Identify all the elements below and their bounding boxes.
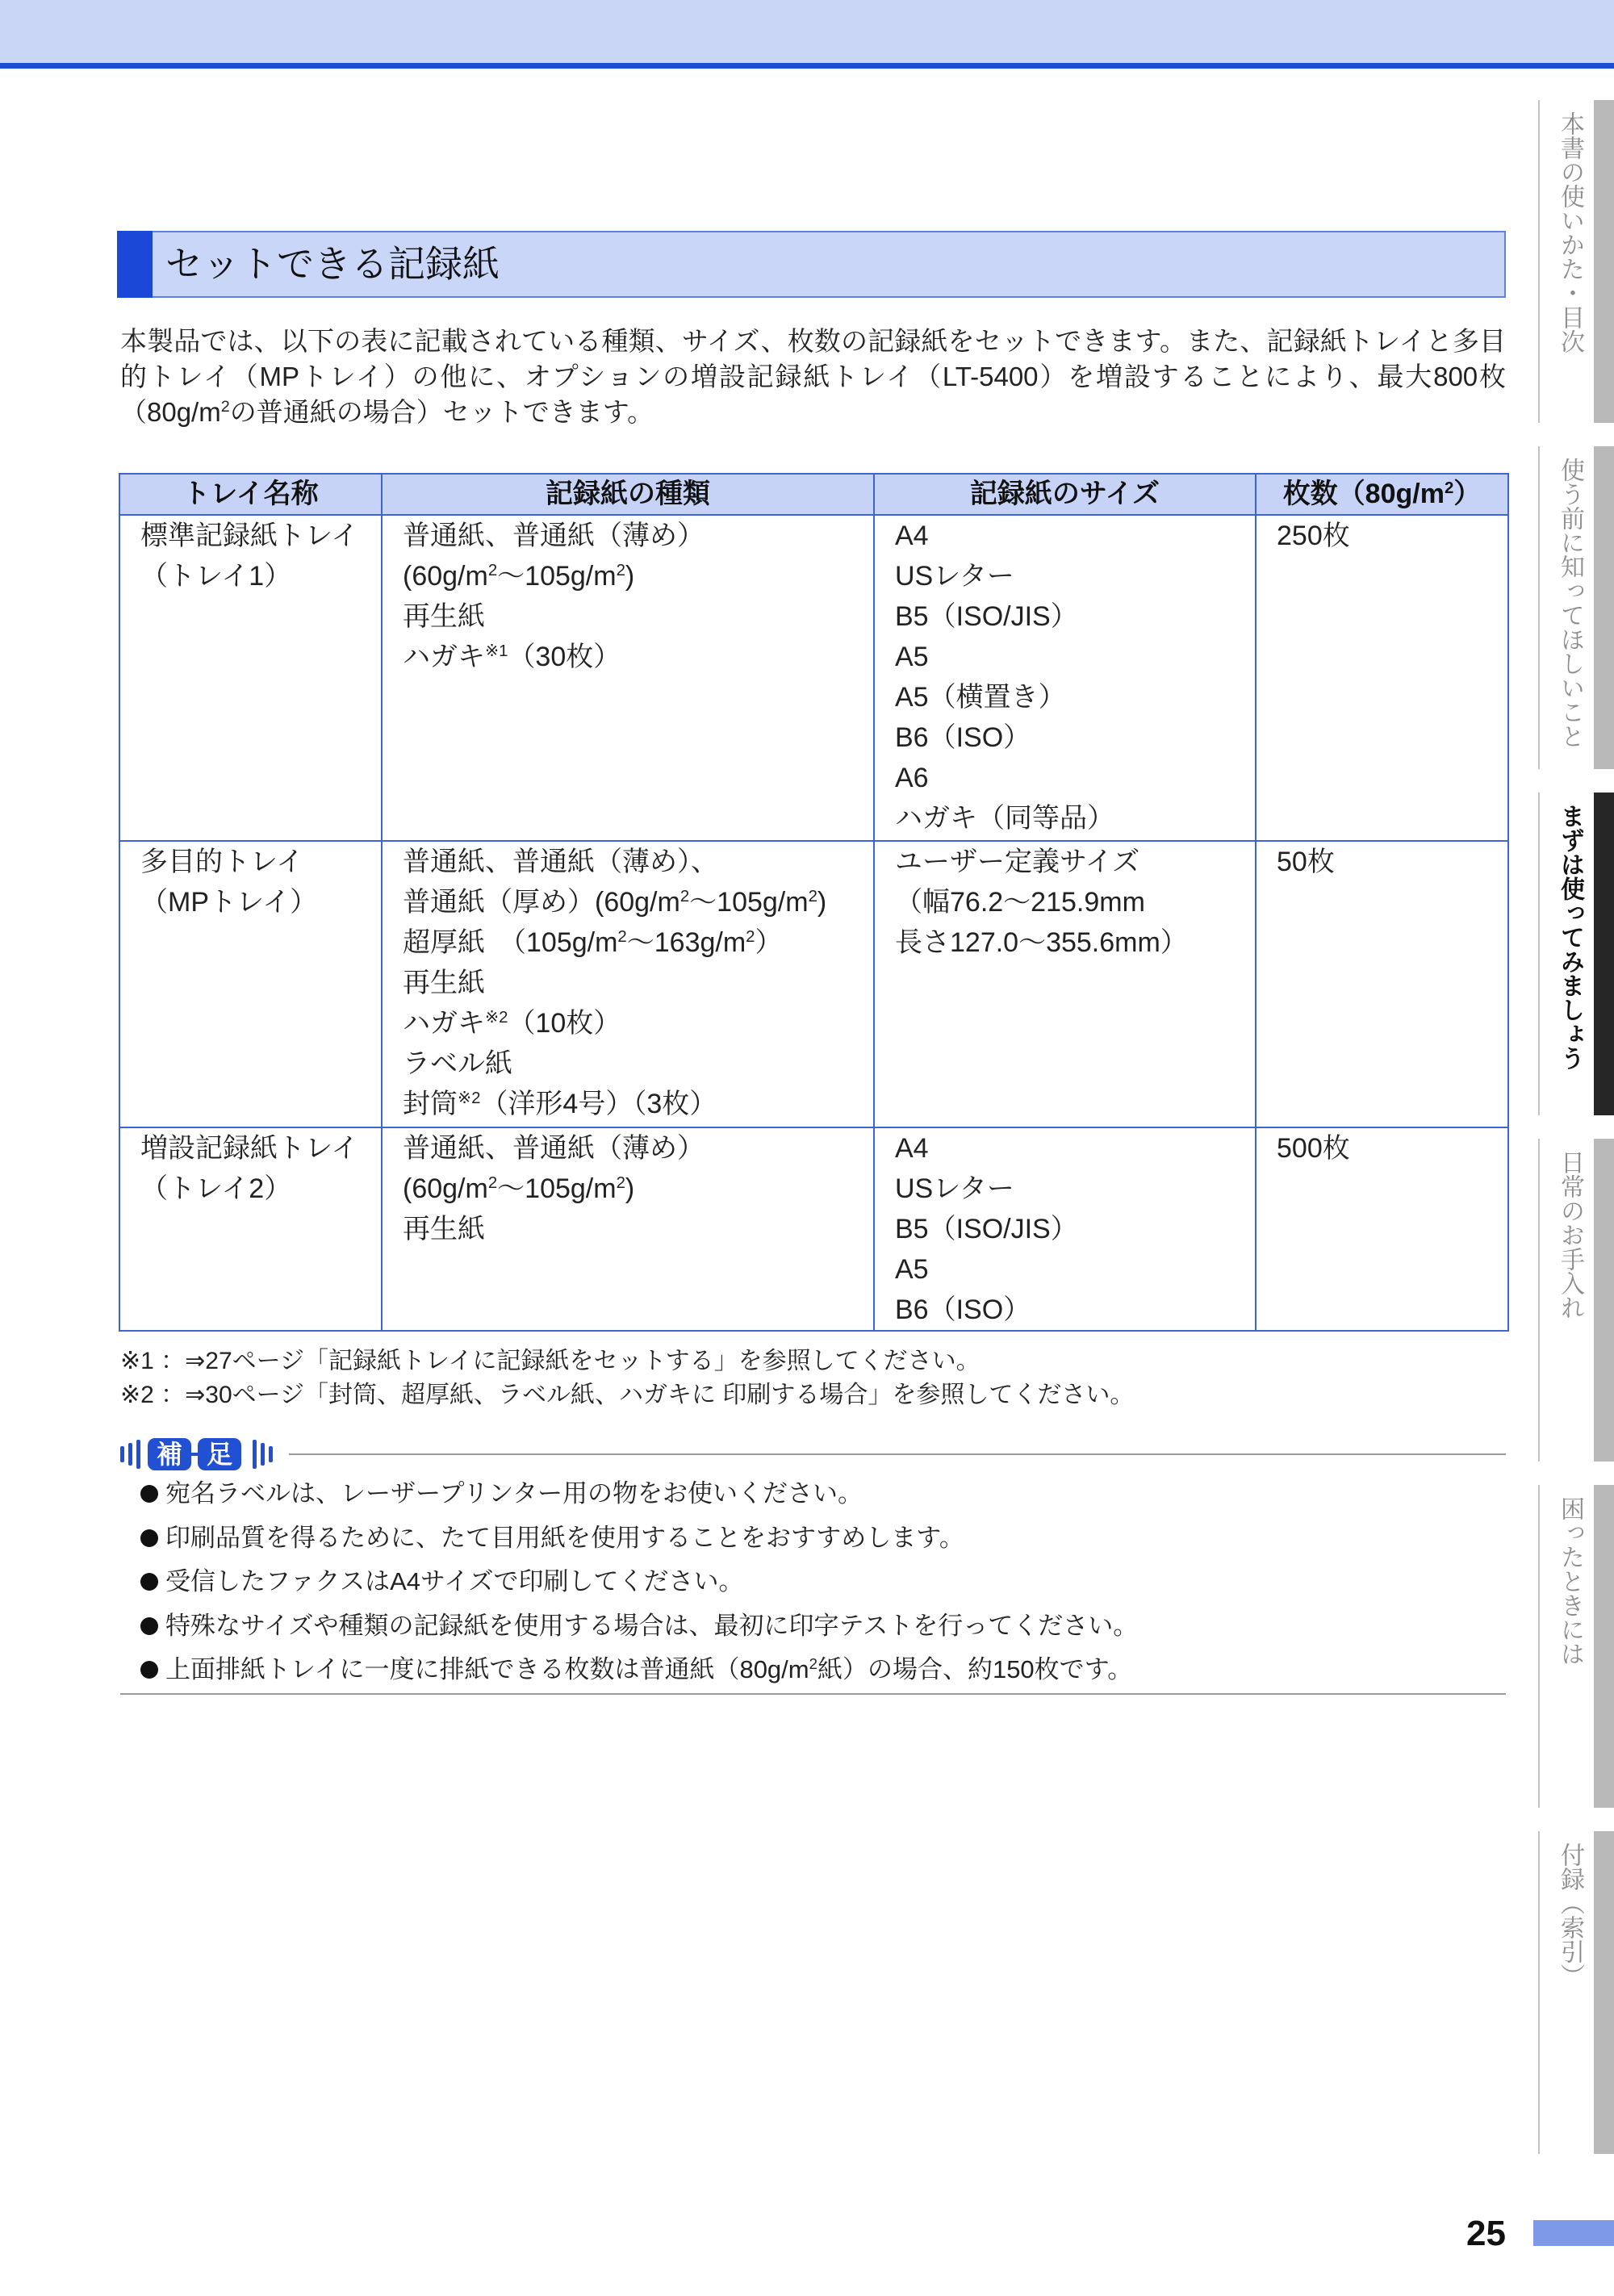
- side-tab-troubleshooting[interactable]: [1538, 1485, 1614, 1808]
- badge-bar: [120, 1446, 124, 1462]
- cell-line: [403, 882, 873, 922]
- cell-line: [140, 516, 381, 556]
- cell-line: [1277, 516, 1507, 556]
- text-segment: 本製品では、以下の表に記載されている種類、サイズ、枚数の記録紙をセットできます。また、記録紙トレイと多目的トレイ（MPトレイ）の他に、オプションの増設記録紙トレイ（LT-5400）を増設することにより、最大800枚（80g/m: [120, 326, 1506, 427]
- table-header-tray-name: [119, 474, 382, 515]
- note-badge: [120, 1438, 278, 1470]
- note-item-text: [165, 1655, 1132, 1683]
- text-segment: ): [625, 1173, 635, 1204]
- table-header-sheet-count: [1256, 474, 1508, 515]
- text-segment: 紙）の場合、約150枚です。: [817, 1655, 1133, 1683]
- cell-line: [403, 556, 873, 596]
- text-segment: ～163g/m: [626, 927, 746, 958]
- text-segment: 長さ127.0～355.6mm）: [895, 927, 1188, 958]
- cell-line: [1277, 1128, 1507, 1169]
- cell-line: [403, 1169, 873, 1209]
- table-header-paper-type: [382, 474, 874, 515]
- table-row: [119, 515, 1508, 841]
- bullet-icon: [140, 1529, 158, 1547]
- text-segment: A4: [895, 521, 929, 551]
- page-number-bar: [1533, 2220, 1614, 2246]
- text-segment: B6（ISO）: [895, 722, 1031, 753]
- cell-line: [895, 758, 1255, 798]
- badge-connector: [191, 1453, 198, 1456]
- side-tab-before-use[interactable]: [1538, 446, 1614, 769]
- superscript: 2: [679, 887, 690, 905]
- cell-line: [403, 516, 873, 556]
- text-segment: A4: [895, 1133, 929, 1164]
- intro-paragraph: [120, 324, 1506, 430]
- bullet-icon: [140, 1661, 158, 1679]
- table-body: [119, 515, 1508, 1331]
- text-segment: ～105g/m: [689, 887, 809, 918]
- side-tab-maintenance[interactable]: [1538, 1139, 1614, 1462]
- superscript: 2: [746, 927, 755, 946]
- text-segment: 宛名ラベルは、レーザープリンター用の物をお使いください。: [165, 1479, 863, 1508]
- text-segment: 標準記録紙トレイ: [140, 521, 359, 551]
- cell-line: [895, 677, 1255, 717]
- text-segment: 印刷品質を得るために、たて目用紙を使用することをおすすめします。: [165, 1523, 964, 1552]
- cell-line: [403, 1084, 873, 1124]
- text-segment: 超厚紙 （105g/m: [403, 927, 618, 958]
- text-segment: （10枚）: [508, 1008, 621, 1039]
- table-row: [119, 841, 1508, 1127]
- cell-line: [895, 842, 1255, 882]
- text-segment: 再生紙: [403, 1214, 485, 1244]
- cell-line: [895, 1249, 1255, 1290]
- superscript: 2: [487, 561, 498, 579]
- badge-char-box: 補: [148, 1438, 191, 1470]
- text-segment: 枚数（80g/m: [1282, 479, 1445, 509]
- cell-line: [895, 1209, 1255, 1249]
- text-segment: (60g/m: [403, 1173, 488, 1204]
- text-segment: (60g/m: [403, 561, 488, 592]
- text-segment: 普通紙、普通紙（薄め）、: [403, 847, 718, 877]
- text-segment: 再生紙: [403, 601, 485, 632]
- side-tab-label: 本書の使いかた・目次: [1557, 111, 1583, 353]
- text-segment: ハガキ: [403, 1008, 485, 1039]
- table-head: [119, 474, 1508, 515]
- cell-line: [895, 556, 1255, 596]
- badge-char-box: 足: [198, 1438, 241, 1470]
- superscript: 2: [487, 1173, 498, 1192]
- superscript: ※1: [485, 642, 508, 660]
- cell-line: [140, 556, 381, 596]
- bullet-icon: [140, 1485, 158, 1503]
- text-segment: 特殊なサイズや種類の記録紙を使用する場合は、最初に印字テストを行ってください。: [165, 1611, 1139, 1640]
- badge-bar: [128, 1443, 132, 1466]
- cell-line: [403, 963, 873, 1003]
- superscript: 2: [617, 927, 627, 946]
- text-segment: 再生紙: [403, 968, 485, 998]
- text-segment: 記録紙のサイズ: [969, 479, 1160, 509]
- cell-line: [140, 842, 381, 882]
- cell-line: [403, 842, 873, 882]
- table-cell-tray-name: [119, 515, 382, 841]
- side-tab-contents[interactable]: [1538, 100, 1614, 423]
- text-segment: A6: [895, 763, 929, 793]
- text-segment: USレター: [895, 561, 1014, 592]
- text-segment: トレイ名称: [182, 479, 319, 509]
- footnote-1: ※1 ：⇒27ページ「記録紙トレイに記録紙をセットする」を参照してください。: [120, 1348, 981, 1374]
- side-tab-bar: [1594, 793, 1614, 1115]
- cell-line: [895, 1290, 1255, 1330]
- text-segment: A5: [895, 1254, 929, 1285]
- table-cell-paper-size: [874, 1127, 1256, 1331]
- superscript: 2: [809, 1654, 817, 1672]
- text-segment: ハガキ（同等品）: [895, 803, 1114, 834]
- table-cell-paper-size: [874, 515, 1256, 841]
- text-segment: ユーザー定義サイズ: [895, 847, 1140, 877]
- text-segment: 250枚: [1277, 521, 1350, 551]
- table-cell-paper-size: [874, 841, 1256, 1127]
- text-segment: （MPトレイ）: [140, 887, 318, 918]
- cell-line: [140, 882, 381, 922]
- text-segment: ハガキ: [403, 642, 485, 672]
- note-item: [120, 1604, 1506, 1649]
- superscript: ※2: [485, 1008, 508, 1027]
- superscript: 2: [616, 561, 625, 579]
- cell-line: [403, 922, 873, 963]
- cell-line: [895, 717, 1255, 758]
- side-tab-bar: [1594, 446, 1614, 769]
- side-tab-label: まずは使ってみましょう: [1557, 804, 1583, 1070]
- text-segment: 上面排紙トレイに一度に排紙できる枚数は普通紙（80g/m: [165, 1655, 809, 1683]
- cell-line: [895, 882, 1255, 922]
- text-segment: 受信したファクスはA4サイズで印刷してください。: [165, 1567, 744, 1595]
- paper-table: [119, 473, 1509, 1332]
- text-segment: B5（ISO/JIS）: [895, 601, 1078, 632]
- side-tab-getting-started[interactable]: [1538, 793, 1614, 1115]
- text-segment: B5（ISO/JIS）: [895, 1214, 1078, 1244]
- bullet-icon: [140, 1617, 158, 1635]
- text-segment: ): [625, 561, 635, 592]
- footnote-2: ※2 ：⇒30ページ「封筒、超厚紙、ラベル紙、ハガキに 印刷する場合」を参照してください。: [120, 1382, 1135, 1408]
- badge-bar: [253, 1440, 257, 1469]
- text-segment: B6（ISO）: [895, 1294, 1031, 1325]
- table-cell-paper-type: [382, 841, 874, 1127]
- cell-line: [895, 1128, 1255, 1169]
- header-rule: [0, 63, 1614, 69]
- superscript: ※2: [458, 1089, 481, 1107]
- cell-line: [895, 1169, 1255, 1209]
- text-segment: （トレイ2）: [140, 1173, 292, 1204]
- text-segment: （トレイ1）: [140, 561, 292, 592]
- cell-line: [403, 637, 873, 677]
- table-cell-tray-name: [119, 1127, 382, 1331]
- cell-line: [895, 798, 1255, 839]
- text-segment: の普通紙の場合）セットできます。: [229, 397, 654, 427]
- side-tab-bar: [1594, 1485, 1614, 1808]
- superscript: 2: [220, 398, 230, 416]
- badge-bar: [269, 1446, 273, 1462]
- table-cell-sheet-count: [1256, 841, 1508, 1127]
- text-segment: ～105g/m: [497, 1173, 617, 1204]
- text-segment: （洋形4号）（3枚）: [480, 1089, 717, 1119]
- note-item: [120, 1516, 1506, 1561]
- text-segment: （幅76.2～215.9mm: [895, 887, 1145, 918]
- text-segment: 封筒: [403, 1089, 458, 1119]
- side-tab-label: 付録（索引）: [1557, 1842, 1583, 1988]
- side-tab-bar: [1594, 1139, 1614, 1462]
- header-band: [0, 0, 1614, 63]
- text-segment: 記録紙の種類: [546, 479, 710, 509]
- section-heading: [117, 231, 1506, 298]
- badge-bar: [261, 1443, 265, 1466]
- note-bottom-rule: [120, 1693, 1506, 1695]
- text-segment: ）: [755, 927, 783, 958]
- superscript: 2: [808, 887, 817, 905]
- side-tab-appendix[interactable]: [1538, 1831, 1614, 2154]
- text-segment: 普通紙、普通紙（薄め）: [403, 1133, 705, 1164]
- cell-line: [403, 1128, 873, 1169]
- text-segment: 多目的トレイ: [140, 847, 304, 877]
- side-tab-label: 使う前に知ってほしいこと: [1557, 458, 1583, 748]
- text-segment: 増設記録紙トレイ: [140, 1133, 359, 1164]
- table-header-row: [119, 474, 1508, 515]
- cell-line: [895, 596, 1255, 637]
- table-row: [119, 1127, 1508, 1331]
- cell-line: [895, 637, 1255, 677]
- cell-line: [403, 1043, 873, 1084]
- text-segment: ラベル紙: [403, 1048, 512, 1079]
- cell-line: [403, 596, 873, 637]
- note-list: [120, 1472, 1506, 1692]
- text-segment: 50枚: [1277, 847, 1335, 877]
- text-segment: USレター: [895, 1173, 1014, 1204]
- section-heading-accent: [117, 231, 153, 298]
- cell-line: [140, 1169, 381, 1209]
- section-title: セットできる記録紙: [165, 243, 500, 285]
- note-item: [120, 1560, 1506, 1604]
- superscript: 2: [1444, 479, 1454, 497]
- text-segment: 500枚: [1277, 1133, 1350, 1164]
- cell-line: [140, 1128, 381, 1169]
- table-cell-sheet-count: [1256, 515, 1508, 841]
- page-number: 25: [1466, 2214, 1506, 2253]
- table-header-paper-size: [874, 474, 1256, 515]
- cell-line: [1277, 842, 1507, 882]
- note-item-text: [165, 1479, 863, 1508]
- superscript: 2: [616, 1173, 625, 1192]
- note-item-text: [165, 1612, 1138, 1640]
- side-tab-label: 困ったときには: [1557, 1496, 1583, 1666]
- cell-line: [403, 1003, 873, 1043]
- side-tab-bar: [1594, 1831, 1614, 2154]
- badge-bar: [136, 1440, 140, 1469]
- table-cell-sheet-count: [1256, 1127, 1508, 1331]
- text-segment: 普通紙、普通紙（薄め）: [403, 521, 705, 551]
- side-tab-bar: [1594, 100, 1614, 423]
- text-segment: 普通紙（厚め）(60g/m: [403, 887, 680, 918]
- footnotes: [120, 1345, 1506, 1412]
- cell-line: [895, 516, 1255, 556]
- cell-line: [403, 1209, 873, 1249]
- side-tab-label: 日常のお手入れ: [1557, 1150, 1583, 1319]
- text-segment: （30枚）: [508, 642, 621, 672]
- bullet-icon: [140, 1573, 158, 1591]
- text-segment: ): [817, 887, 827, 918]
- text-segment: ）: [1453, 479, 1482, 509]
- note-item: [120, 1648, 1506, 1692]
- cell-line: [895, 922, 1255, 963]
- text-segment: ～105g/m: [497, 561, 617, 592]
- text-segment: A5（横置き）: [895, 682, 1066, 713]
- note-item: [120, 1472, 1506, 1516]
- note-item-text: [165, 1524, 964, 1552]
- table-cell-paper-type: [382, 515, 874, 841]
- text-segment: A5: [895, 642, 929, 672]
- table-cell-paper-type: [382, 1127, 874, 1331]
- table-cell-tray-name: [119, 841, 382, 1127]
- note-item-text: [165, 1567, 744, 1595]
- note-divider: [289, 1453, 1506, 1455]
